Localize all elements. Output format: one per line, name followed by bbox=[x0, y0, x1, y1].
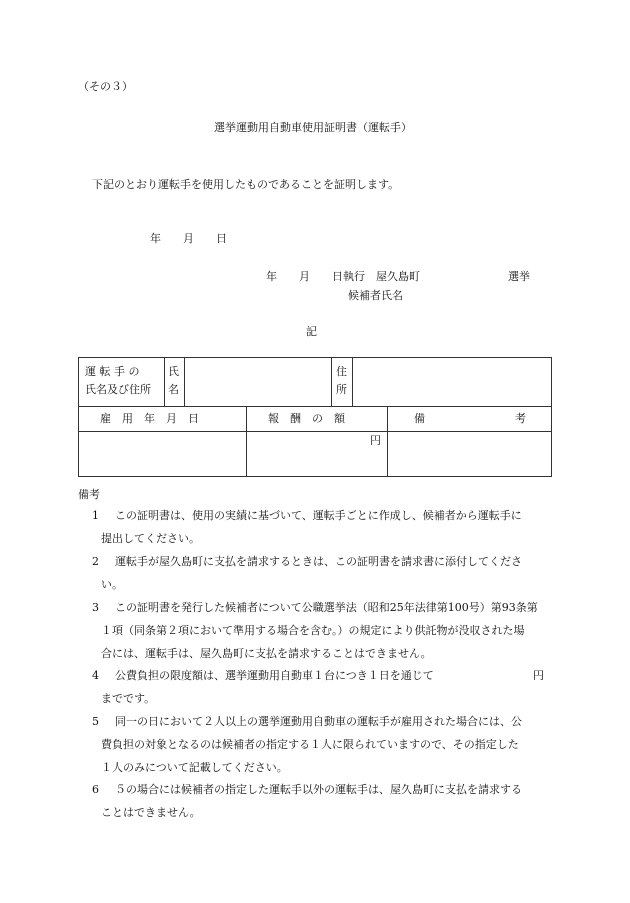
name-label-1: 氏 bbox=[168, 365, 179, 378]
note-number: 3 bbox=[92, 601, 99, 614]
note-line: 同一の日において２人以上の選挙運動用自動車の運転手が雇用された場合には、公 bbox=[115, 715, 522, 728]
name-label-2: 名 bbox=[168, 383, 179, 396]
note-item-4 bbox=[78, 664, 548, 710]
hire-date-header: 雇 用 年 月 日 bbox=[100, 412, 199, 425]
note-line: １人のみについて記載してください。 bbox=[101, 761, 288, 774]
col-divider-name bbox=[184, 357, 185, 406]
note-item-3 bbox=[78, 596, 548, 665]
note-line: ５の場合には候補者の指定した運転手以外の運転手は、屋久島町に支払を請求する bbox=[115, 783, 522, 796]
fee-header: 報 酬 の 額 bbox=[268, 412, 345, 425]
note-line: までです。 bbox=[101, 692, 156, 705]
ki-label: 記 bbox=[306, 325, 317, 338]
row-divider-2 bbox=[78, 431, 552, 432]
yen-unit-note: 円 bbox=[533, 669, 544, 682]
note-number: 5 bbox=[92, 715, 99, 728]
note-line bbox=[115, 664, 548, 687]
note-number: 4 bbox=[92, 669, 99, 682]
col-divider-address bbox=[352, 357, 353, 406]
note-line: この証明書を発行した候補者について公職選挙法（昭和25年法律第100号）第93条第 bbox=[115, 601, 538, 614]
note-number: 2 bbox=[92, 555, 99, 568]
address-label-1: 住 bbox=[336, 365, 347, 378]
intro-statement: 下記のとおり運転手を使用したものであることを証明します。 bbox=[92, 178, 400, 191]
issue-date: 年 月 日 bbox=[150, 232, 227, 245]
note-line: この証明書は、使用の実績に基づいて、運転手ごとに作成し、候補者から運転手に bbox=[115, 509, 522, 522]
address-label-2: 所 bbox=[336, 383, 347, 396]
note-number: 6 bbox=[92, 783, 99, 796]
col-divider-hire bbox=[246, 406, 247, 477]
col-divider-address-label bbox=[331, 357, 332, 406]
notes-heading: 備考 bbox=[78, 488, 100, 501]
note-line: １項（同条第２項において準用する場合を含む。）の規定により供託物が没収された場 bbox=[101, 624, 525, 637]
driver-label-line2: 氏名及び住所 bbox=[85, 383, 151, 396]
note-item-2 bbox=[78, 550, 548, 596]
note-item-6 bbox=[78, 778, 548, 824]
note-line-text: 公費負担の限度額は、選挙運動用自動車１台につき１日を通じて bbox=[115, 669, 434, 682]
candidate-name-label: 候補者氏名 bbox=[348, 289, 403, 302]
note-line: い。 bbox=[101, 578, 123, 591]
yen-unit: 円 bbox=[370, 434, 381, 447]
note-line: 合には、運転手は、屋久島町に支払を請求することはできません。 bbox=[101, 647, 432, 660]
note-number: 1 bbox=[92, 509, 99, 522]
driver-label-line1: 運 転 手 の bbox=[85, 365, 140, 378]
remarks-header-2: 考 bbox=[515, 412, 526, 425]
election-line: 年 月 日執行 屋久島町 選挙 bbox=[266, 270, 530, 283]
note-line: 提出してください。 bbox=[101, 532, 200, 545]
col-divider-label bbox=[164, 357, 165, 406]
note-item-5 bbox=[78, 710, 548, 779]
remarks-header-1: 備 bbox=[414, 412, 425, 425]
col-divider-fee bbox=[387, 406, 388, 477]
note-item-1 bbox=[78, 504, 548, 550]
note-line: 運転手が屋久島町に支払を請求するときは、この証明書を請求書に添付してくださ bbox=[115, 555, 522, 568]
note-line: ことはできません。 bbox=[101, 806, 201, 819]
row-divider-1 bbox=[78, 406, 552, 407]
section-label: （その３） bbox=[78, 80, 133, 93]
note-line: 費負担の対象となるのは候補者の指定する１人に限られていますので、その指定した bbox=[101, 738, 519, 751]
document-title: 選挙運動用自動車使用証明書（運転手） bbox=[214, 121, 412, 134]
